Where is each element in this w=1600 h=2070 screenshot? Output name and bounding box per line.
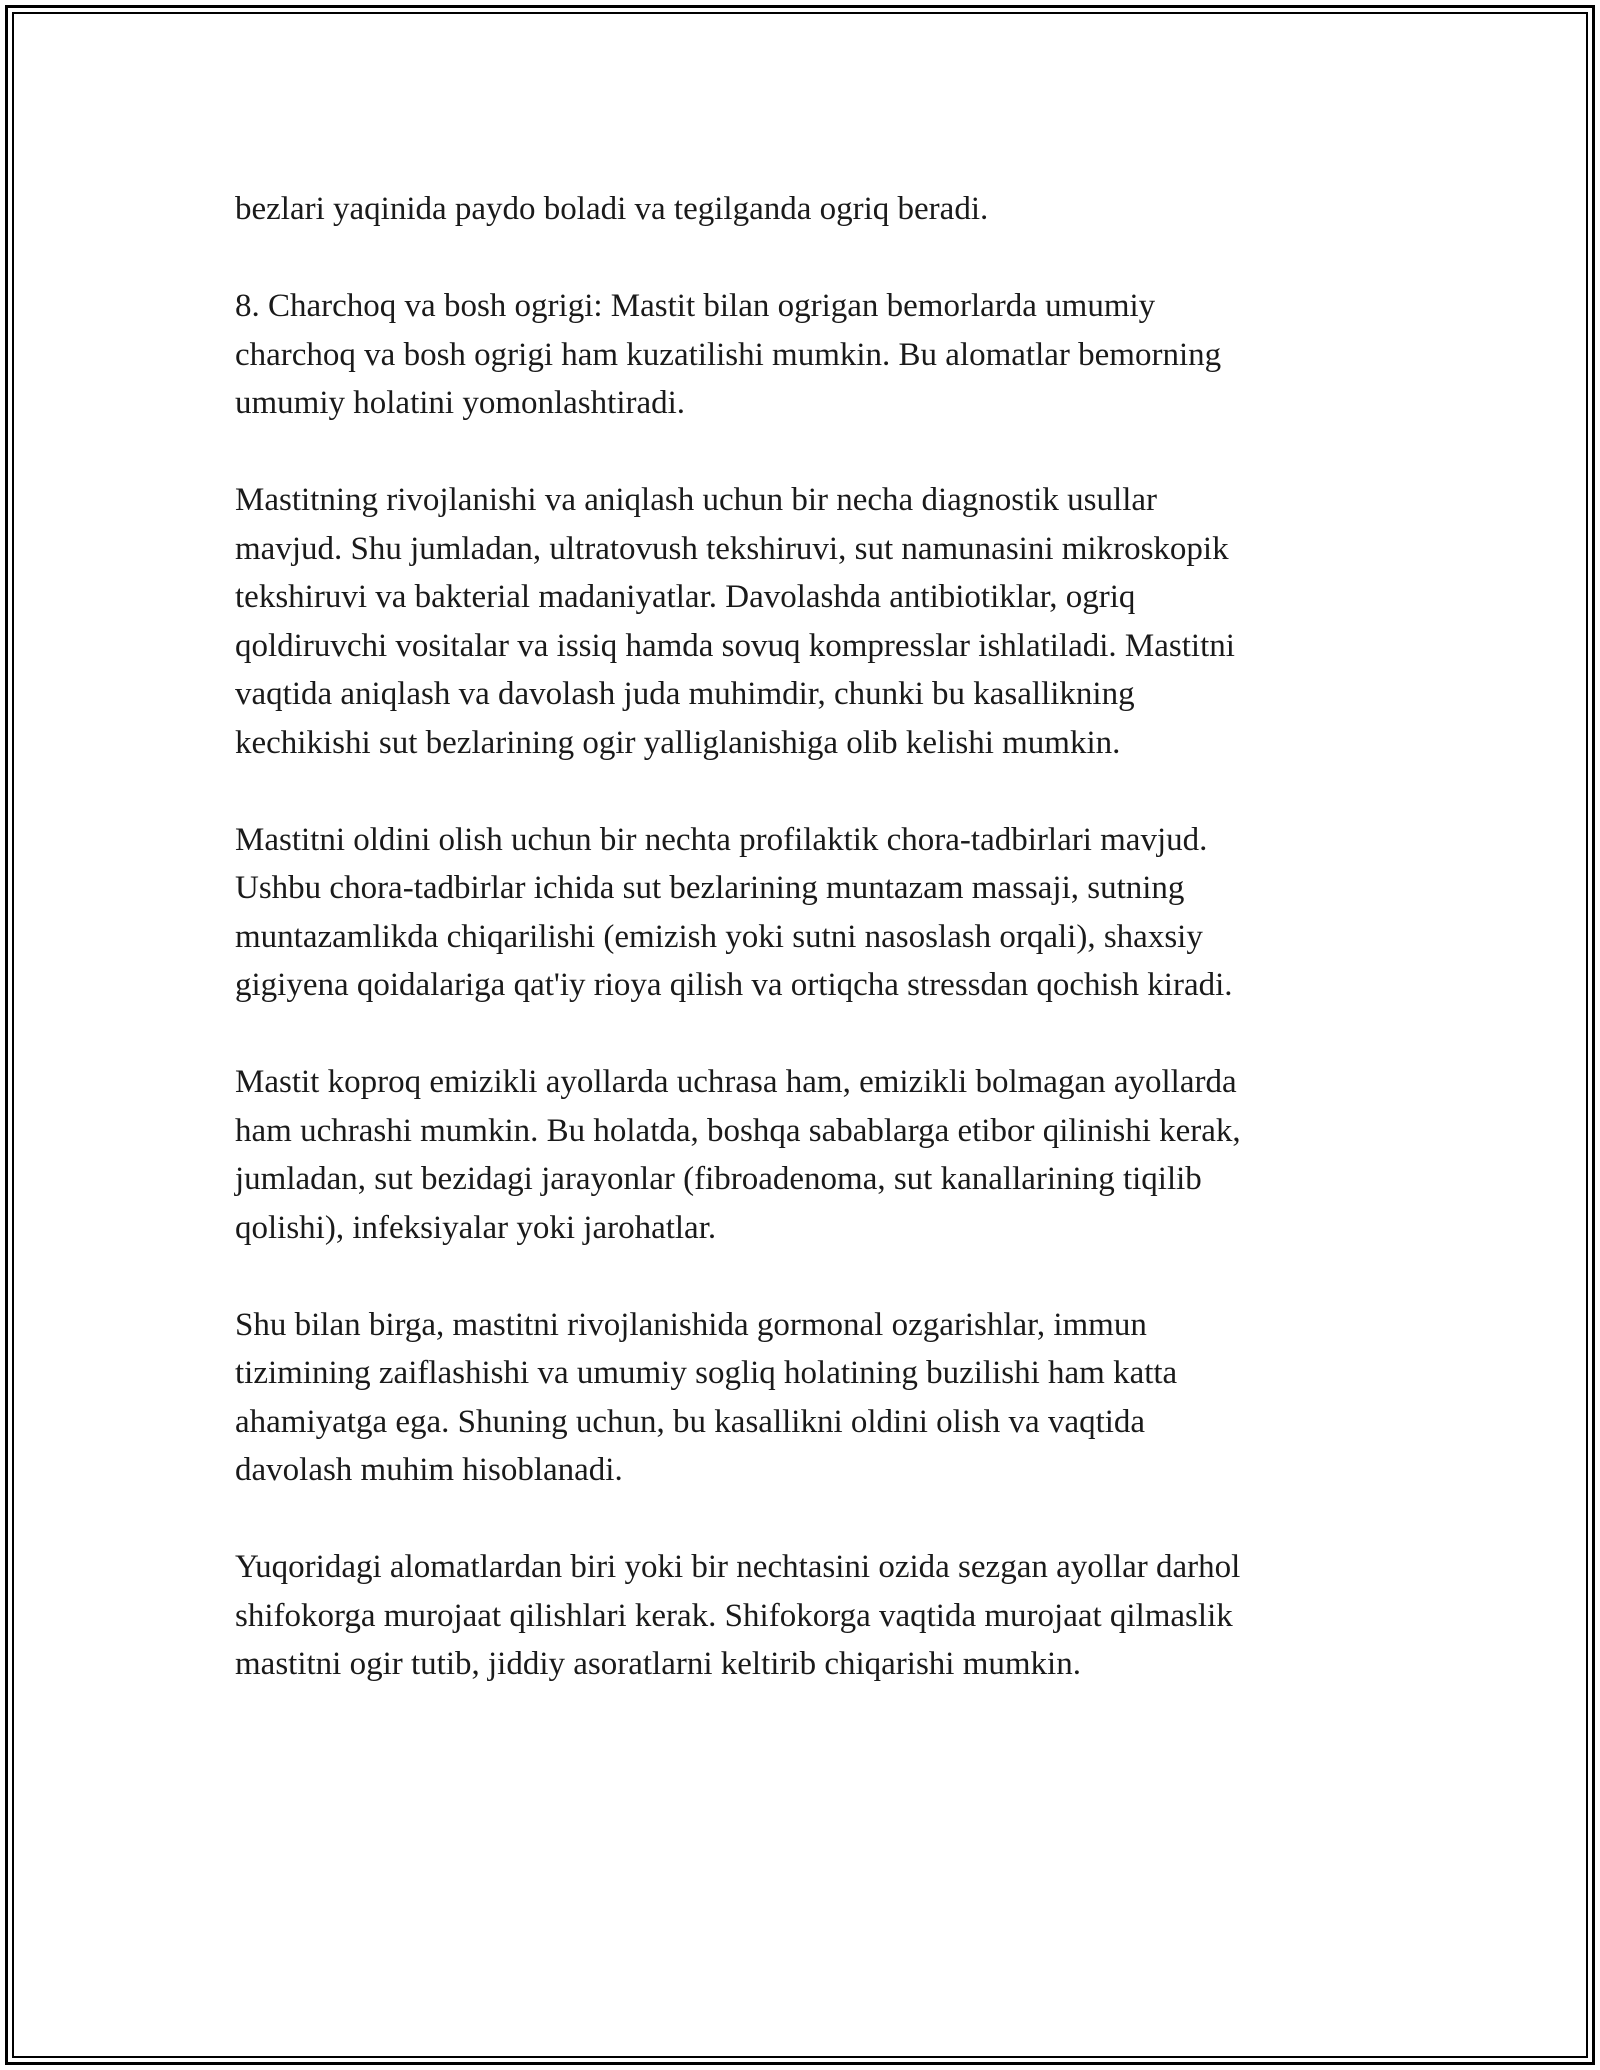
paragraph-risk-factors: Shu bilan birga, mastitni rivojlanishida gormonal ozgarishlar, immun tizimining zaiflashishi va umumiy sogliq holatining buzilishi ham katta ahamiyatga ega. Shuning uchun, bu kasallikni oldini olish va vaqtida davolash muhim hisoblanadi. xyxy=(235,1306,1178,1488)
document-body xyxy=(235,185,1370,1737)
paragraph-fatigue-headache: 8. Charchoq va bosh ogrigi: Mastit bilan ogrigan bemorlarda umumiy charchoq va bosh ogrigi ham kuzatilishi mumkin. Bu alomatlar bemorning umumiy holatini yomonlashtiradi. xyxy=(235,288,1222,421)
paragraph-non-lactating: Mastit koproq emizikli ayollarda uchrasa ham, emizikli bolmagan ayollarda ham uchrashi mumkin. Bu holatda, boshqa sabablarga etibor qilinishi kerak, jumladan, sut bezidagi jarayonlar (fibroadenoma, sut kanallarining tiqilib qolishi), infeksiyalar yoki jarohatlar. xyxy=(235,1064,1241,1246)
paragraph-diagnosis-treatment: Mastitning rivojlanishi va aniqlash uchun bir necha diagnostik usullar mavjud. Shu jumladan, ultratovush tekshiruvi, sut namunasini mikroskopik tekshiruvi va bakterial madaniyatlar. Davolashda antibiotiklar, ogriq qoldiruvchi vositalar va issiq hamda sovuq kompresslar ishlatiladi. Mastitni vaqtida aniqlash va davolash juda muhimdir, chunki bu kasallikning kechikishi sut bezlarining ogir yalliglanishiga olib kelishi mumkin. xyxy=(235,482,1235,761)
paragraph-prevention: Mastitni oldini olish uchun bir nechta profilaktik chora-tadbirlari mavjud. Ushbu chora-tadbirlar ichida sut bezlarining muntazam massaji, sutning muntazamlikda chiqarilishi (emizish yoki sutni nasoslash orqali), shaxsiy gigiyena qoidalariga qat'iy rioya qilish va ortiqcha stressdan qochish kiradi. xyxy=(235,821,1233,1003)
paragraph-seek-doctor: Yuqoridagi alomatlardan biri yoki bir nechtasini ozida sezgan ayollar darhol shifokorga murojaat qilishlari kerak. Shifokorga vaqtida murojaat qilmaslik mastitni ogir tutib, jiddiy asoratlarni keltirib chiqarishi mumkin. xyxy=(235,1549,1241,1682)
paragraph-symptom-continuation: bezlari yaqinida paydo boladi va tegilganda ogriq beradi. xyxy=(235,191,989,227)
